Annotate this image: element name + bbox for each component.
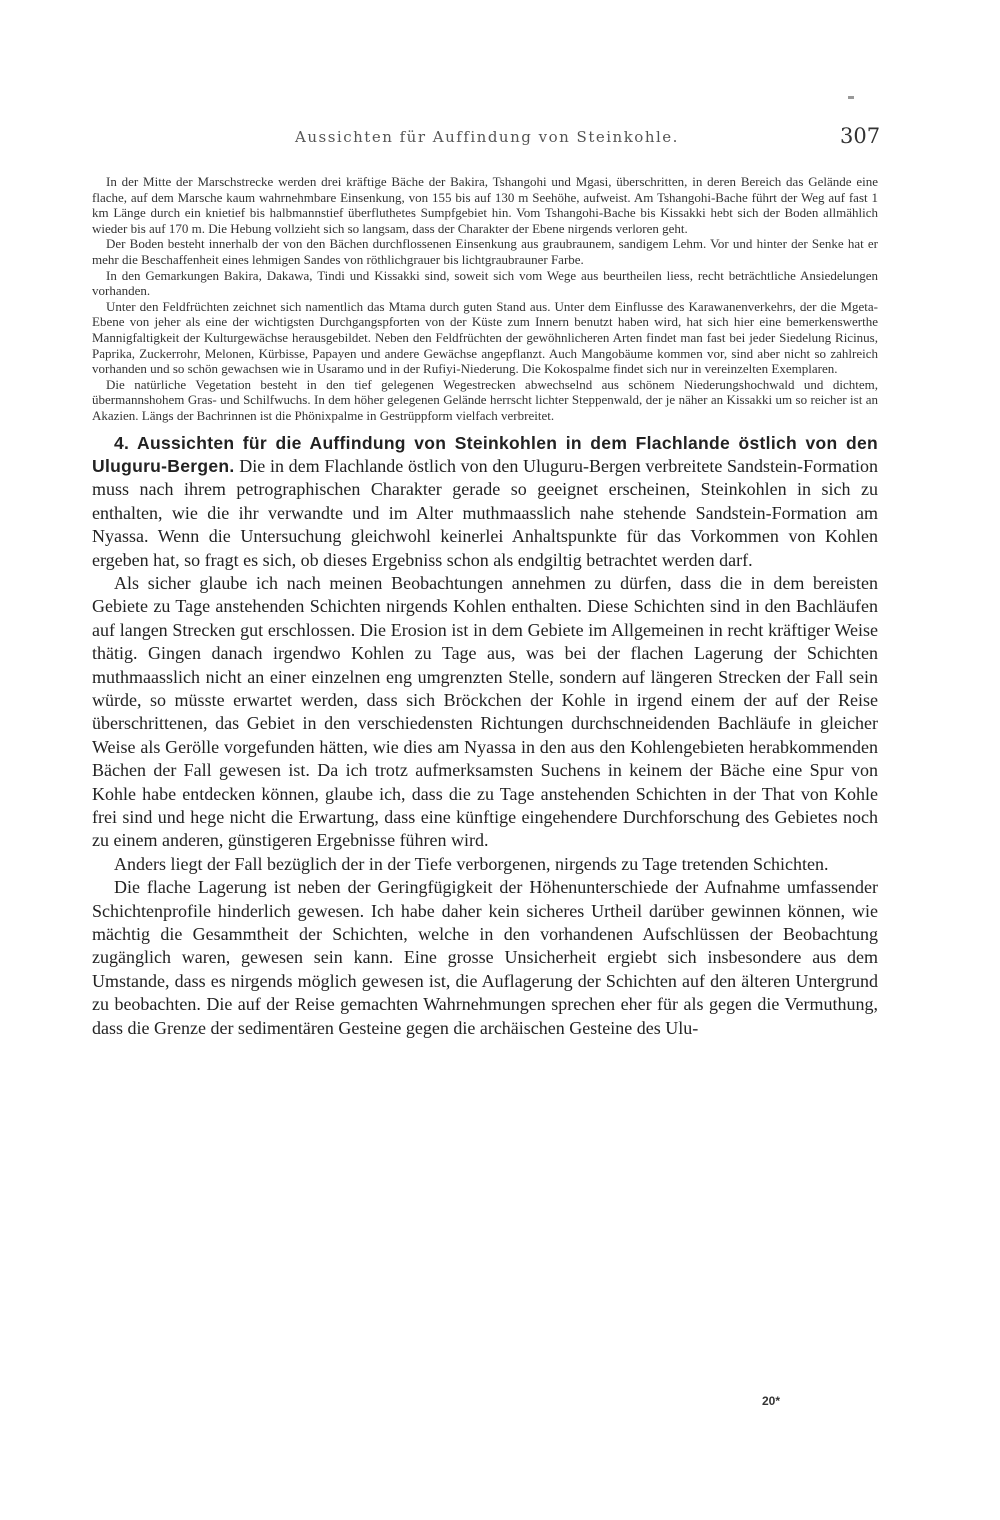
paragraph: Der Boden besteht innerhalb der von den Bächen durchflossenen Einsenkung aus graubraunem, sandigem Lehm. Vor und hinter der Senke hat er mehr die Beschaffenheit eines lehmigen Sandes von röthlichgrauer bis lichtgraubrauner Farbe. xyxy=(92,236,878,267)
small-print-block xyxy=(92,174,878,424)
paragraph: Die flache Lagerung ist neben der Geringfügigkeit der Höhenunterschiede der Aufnahme umfassender Schichtenprofile hinderlich gewesen. Ich habe daher kein sicheres Urtheil darüber gewinnen können, wie mächtig die Gesammtheit der Schichten, welche in den vorhandenen Aufschlüssen der Beobachtung zugänglich waren, gewesen sein kann. Eine grosse Unsicherheit ergiebt sich insbesondere aus dem Umstande, dass es nirgends möglich gewesen ist, die Auflagerung der Schichten auf den älteren Untergrund zu beobachten. Die auf der Reise gemachten Wahrnehmungen sprechen eher für als gegen die Vermuthung, dass die Grenze der sedimentären Gesteine gegen die archäischen Gesteine des Ulu- xyxy=(92,877,878,1038)
paragraph: In der Mitte der Marschstrecke werden drei kräftige Bäche der Bakira, Tshangohi und Mgasi, überschritten, in deren Bereich das Gelände eine flache, auf dem Marsche kaum wahrnehmbare Einsenkung, von 155 bis auf 130 m Seehöhe, aufweist. Am Tshangohi-Bache führt der Weg auf fast 1 km Länge durch ein knietief bis halbmannstief überfluthetes Sumpfgebiet hin. Vom Tshangohi-Bache bis Kissakki hebt sich der Boden allmählich wieder bis auf 170 m. Die Hebung vollzieht sich so langsam, dass der Charakter der Ebene nirgends verloren geht. xyxy=(92,174,878,236)
paragraph xyxy=(92,432,878,572)
paragraph: Unter den Feldfrüchten zeichnet sich namentlich das Mtama durch guten Stand aus. Unter dem Einflusse des Karawanenverkehrs, der die Mgeta-Ebene von jeher als eine der wichtigsten Durchgangspforten von der Küste zum Innern benutzt haben wird, hat sich hier eine bemerkenswerthe Mannigfaltigkeit der Kulturgewächse herausgebildet. Neben den Feldfrüchten der gewöhnlicheren Arten findet man fast bei jeder Siedelung Ricinus, Paprika, Zuckerrohr, Melonen, Kürbisse, Papayen und andere Gewächse angepflanzt. Auch Mangobäume kommen vor, sind aber nicht so zahlreich vorhanden und so schön gewachsen wie in Usaramo und in der Rufiyi-Niederung. Die Kokospalme findet sich nur in vereinzelten Exemplaren. xyxy=(92,298,878,377)
signature-mark: 20* xyxy=(761,1394,781,1408)
print-mark xyxy=(848,96,854,99)
paragraph: Als sicher glaube ich nach meinen Beobachtungen annehmen zu dürfen, dass die in dem bereisten Gebiete zu Tage anstehenden Schichten nirgends Kohlen enthalten. Diese Schichten sind in den Bachläufen auf langen Strecken gut erschlossen. Die Erosion ist in dem Gebiete im Allgemeinen in recht kräftiger Weise thätig. Gingen danach irgendwo Kohlen zu Tage aus, was bei der flachen Lagerung der Schichten muthmaasslich nicht an einer einzelnen eng umgrenzten Stelle, sondern auf längeren Strecken der Fall sein würde, so müsste erwartet werden, dass sich Bröckchen der Kohle in irgend einem der auf der Reise überschrittenen, das Gebiet in den verschiedensten Richtungen durchschneidenden Bachläufe in gleicher Weise als Gerölle vorgefunden hätten, wie dies am Nyassa in den aus den Kohlengebieten herabkommenden Bächen der Fall gewesen ist. Da ich trotz aufmerksamsten Suchens in keinem der Bäche eine Spur von Kohle habe entdecken können, glaube ich, dass die zu Tage anstehenden Schichten in der That von Kohle frei sind und hege nicht die Erwartung, dass eine künftige eingehendere Durchforschung des Gebietes noch zu einem anderen, günstigeren Ergebnisse führen wird. xyxy=(92,572,878,851)
page-number: 307 xyxy=(840,124,881,148)
paragraph: Die natürliche Vegetation besteht in den tief gelegenen Wegestrecken abwechselnd aus schönem Niederungshochwald und dichtem, übermannshohem Gras- und Schilfwuchs. In dem höher gelegenen Gelände herrscht lichter Steppenwald, der je näher an Kissakki um so reicher ist an Akazien. Längs der Bachrinnen ist die Phönixpalme in Gestrüppform vielfach verbreitet. xyxy=(92,376,878,423)
page-body xyxy=(92,174,878,1040)
running-header: Aussichten für Auffindung von Steinkohle. xyxy=(295,128,679,146)
paragraph: In den Gemarkungen Bakira, Dakawa, Tindi und Kissakki sind, soweit sich vom Wege aus beurtheilen liess, recht beträchtliche Ansiedelungen vorhanden. xyxy=(92,267,878,299)
section-4 xyxy=(92,432,878,1041)
paragraph: Anders liegt der Fall bezüglich der in der Tiefe verborgenen, nirgends zu Tage tretenden Schichten. xyxy=(114,853,829,874)
section-heading: 4. Aussichten für die Auffindung von Steinkohlen in dem Flachlande östlich von den Uluguru-Bergen. xyxy=(92,432,878,476)
paragraph-text: Die in dem Flachlande östlich von den Uluguru-Bergen verbreitete Sandstein-Formation muss nach ihrem petrographischen Charakter gerade so geeignet erscheinen, Steinkohlen in sich zu enthalten, wie die ihr verwandte und im Alter muthmaasslich nahe stehende Sandstein-Formation am Nyassa. Wenn die Untersuchung gleichwohl keinerlei Anhaltspunkte für das Vorkommen von Kohlen ergeben hat, so fragt es sich, ob dieses Ergebniss schon als endgiltig betrachtet werden darf. xyxy=(92,455,879,570)
